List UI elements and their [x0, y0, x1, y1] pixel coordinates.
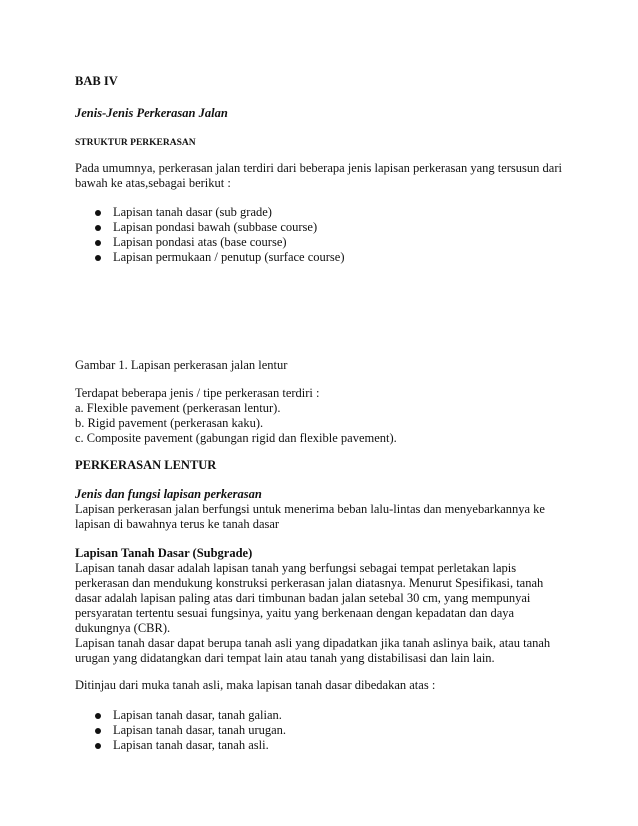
subgrade-line: dukungnya (CBR).	[75, 621, 171, 635]
list-item: Lapisan tanah dasar, tanah urugan.	[113, 723, 287, 737]
jenis-heading: Jenis dan fungsi lapisan perkerasan	[75, 487, 262, 501]
types-intro: Terdapat beberapa jenis / tipe perkerasan terdiri :	[75, 386, 320, 400]
subgrade-line: perkerasan dan mendukung konstruksi perkerasan jalan diatasnya. Menurut Spesifikasi, tanah	[75, 576, 544, 590]
intro-line-1: Pada umumnya, perkerasan jalan terdiri dari beberapa jenis lapisan perkerasan yang tersusun dari	[75, 161, 562, 175]
figure-placeholder	[75, 270, 565, 350]
jenis-line: lapisan di bawahnya terus ke tanah dasar	[75, 517, 280, 531]
list-item: Lapisan pondasi bawah (subbase course)	[113, 220, 318, 234]
type-item: b. Rigid pavement (perkerasan kaku).	[75, 416, 264, 430]
bullet-icon	[95, 743, 101, 749]
figure-caption: Gambar 1. Lapisan perkerasan jalan lentur	[75, 358, 288, 372]
type-item: a. Flexible pavement (perkerasan lentur).	[75, 401, 281, 415]
subgrade-line: dasar adalah lapisan paling atas dari timbunan badan jalan setebal 30 cm, yang mempunyai	[75, 591, 531, 605]
jenis-line: Lapisan perkerasan jalan berfungsi untuk menerima beban lalu-lintas dan menyebarkannya ke	[75, 502, 545, 516]
list-item: Lapisan tanah dasar, tanah asli.	[113, 738, 269, 752]
list-item: Lapisan permukaan / penutup (surface course)	[113, 250, 345, 264]
ditinjau-line: Ditinjau dari muka tanah asli, maka lapisan tanah dasar dibedakan atas :	[75, 678, 436, 692]
bullet-icon	[95, 255, 101, 261]
document-title: Jenis-Jenis Perkerasan Jalan	[75, 106, 228, 120]
section-heading-lentur: PERKERASAN LENTUR	[75, 458, 217, 472]
list-item: Lapisan tanah dasar, tanah galian.	[113, 708, 282, 722]
intro-line-2: bawah ke atas,sebagai berikut :	[75, 176, 231, 190]
bullet-icon	[95, 713, 101, 719]
list-item: Lapisan tanah dasar (sub grade)	[113, 205, 272, 219]
bullet-icon	[95, 210, 101, 216]
bullet-icon	[95, 728, 101, 734]
chapter-heading: BAB IV	[75, 74, 118, 88]
subgrade-line: persyaratan tertentu sesuai fungsinya, yaitu yang berkenaan dengan kepadatan dan daya	[75, 606, 515, 620]
subgrade-line: urugan yang didatangkan dari tempat lain atau tanah yang distabilisasi dan lain lain.	[75, 651, 495, 665]
bullet-icon	[95, 225, 101, 231]
subgrade-heading: Lapisan Tanah Dasar (Subgrade)	[75, 546, 253, 560]
section-heading-struktur: STRUKTUR PERKERASAN	[75, 138, 196, 148]
list-item: Lapisan pondasi atas (base course)	[113, 235, 287, 249]
subgrade-line: Lapisan tanah dasar dapat berupa tanah asli yang dipadatkan jika tanah aslinya baik, atau tanah	[75, 636, 551, 650]
type-item: c. Composite pavement (gabungan rigid dan flexible pavement).	[75, 431, 397, 445]
bullet-icon	[95, 240, 101, 246]
subgrade-line: Lapisan tanah dasar adalah lapisan tanah yang berfungsi sebagai tempat perletakan lapis	[75, 561, 517, 575]
